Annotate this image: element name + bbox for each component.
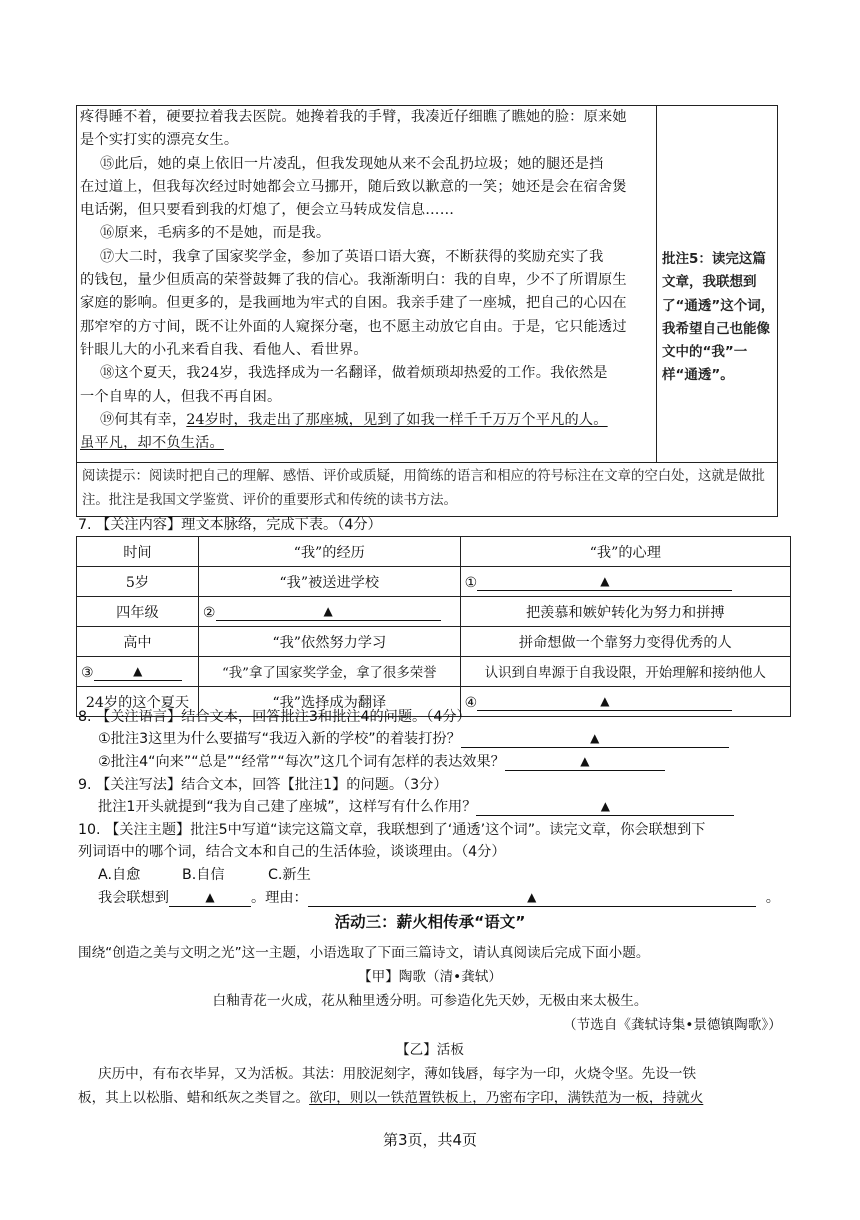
- passage-line: 那窄窄的方寸间，既不让外面的人窥探分毫，也不愿主动放它自由。于是，它只能透过: [80, 318, 627, 335]
- question-text: ①批注3这里为什么要描写“我迈入新的学校”的着装打扮？: [98, 731, 461, 747]
- passage-box: [76, 105, 778, 463]
- passage-line: 家庭的影响。但更多的，是我画地为牢式的自困。我亲手建了一座城，把自己的心囚在: [80, 295, 627, 312]
- triangle-icon: ▲: [580, 754, 590, 768]
- passage-yi-title: 【乙】活板: [396, 1042, 464, 1058]
- annotation-column: [658, 106, 777, 462]
- poem-source: （节选自《龚轼诗集•景德镇陶歌》）: [563, 1017, 782, 1033]
- passage-text: [77, 106, 657, 462]
- question-8-part-1: [98, 728, 729, 748]
- answer-blank[interactable]: [461, 729, 729, 748]
- table-cell: 拼命想做一个靠努力变得优秀的人: [460, 627, 790, 657]
- triangle-icon: ▲: [600, 574, 610, 588]
- timeline-table: [76, 536, 791, 717]
- question-text: 。理由：: [250, 890, 308, 906]
- table-row: [77, 627, 791, 657]
- passage-line: 在过道上，但我每次经过时她都会立马挪开，随后致以歉意的一笑；她还是会在宿舍煲: [80, 178, 627, 195]
- underlined-sentence: 欲印，则以一铁范置铁板上，乃密布字印，满铁范为一板，持就火: [309, 1090, 704, 1106]
- answer-cell-1[interactable]: [460, 567, 790, 597]
- reason-blank[interactable]: [308, 888, 756, 907]
- passage-line: 电话粥，但只要看到我的灯熄了，便会立马转成发信息……: [80, 202, 455, 219]
- question-9: 9. 【关注写法】结合文本，回答【批注1】的问题。（3分）: [78, 777, 448, 793]
- passage-line: 是个实打实的漂亮女生。: [80, 132, 239, 149]
- activity-3-title: 活动三：薪火相传承“语文”: [334, 913, 526, 931]
- question-10-cont: 列词语中的哪个词，结合文本和自己的生活体验，谈谈理由。（4分）: [78, 844, 506, 860]
- answer-blank[interactable]: [476, 797, 734, 816]
- paragraph-18: ⑱这个夏天，我24岁，我选择成为一名翻译，做着烦琐却热爱的工作。我依然是: [100, 365, 608, 382]
- paragraph-15: ⑮此后，她的桌上依旧一片凌乱，但我发现她从来不会乱扔垃圾；她的腿还是挡: [100, 155, 604, 172]
- passage-text-span: 板，其上以松脂、蜡和纸灰之类冒之。: [78, 1090, 310, 1106]
- question-text: 我会联想到: [98, 890, 169, 906]
- question-9-part: [98, 796, 734, 816]
- table-cell: 把羡慕和嫉妒转化为努力和拼搏: [460, 597, 790, 627]
- table-header: 时间: [77, 537, 199, 567]
- blank-number: ①: [464, 575, 478, 591]
- triangle-icon: ▲: [323, 604, 333, 618]
- table-cell: “我”被送进学校: [198, 567, 460, 597]
- blank-number: ④: [464, 695, 478, 711]
- question-text: 批注1开头就提到“我为自己建了座城”，这样写有什么作用？: [98, 799, 477, 815]
- table-header: “我”的心理: [460, 537, 790, 567]
- table-header: “我”的经历: [198, 537, 460, 567]
- passage-yi-line: [78, 1086, 703, 1106]
- passage-text-span: ⑲何其有幸，: [100, 411, 187, 428]
- choice-blank[interactable]: [169, 888, 251, 907]
- reading-hint: 阅读提示：阅读时把自己的理解、感悟、评价或质疑，用简练的语言和相应的符号标注在文章的空白处，这就是做批注。批注是我国文学鉴赏、评价的重要形式和传统的读书方法。: [76, 463, 778, 517]
- table-cell: “我”拿了国家奖学金，拿了很多荣誉: [198, 657, 460, 687]
- table-cell: “我”依然努力学习: [198, 627, 460, 657]
- table-cell: 高中: [77, 627, 199, 657]
- option-a[interactable]: A.自愈: [98, 867, 141, 883]
- question-10: 10. 【关注主题】批注5中写道“读完这篇文章，我联想到了‘通透’这个词”。读完文章，你会联想到下: [78, 822, 706, 838]
- underlined-sentence-end: 虽平凡，却不负生活。: [80, 435, 224, 452]
- paragraph-16: ⑯原来，毛病多的不是她，而是我。: [100, 225, 331, 242]
- table-cell: “我”选择成为翻译: [198, 687, 460, 717]
- passage-line: 一个自卑的人，但我不再自困。: [80, 388, 282, 405]
- triangle-icon: ▲: [600, 799, 611, 813]
- triangle-icon: ▲: [600, 694, 610, 708]
- page-footer: 第3页，共4页: [382, 1131, 478, 1149]
- question-8-part-2: [98, 751, 665, 771]
- triangle-icon: ▲: [205, 890, 215, 904]
- table-cell: 5岁: [77, 567, 199, 597]
- question-8: 8. 【关注语言】结合文本，回答批注3和批注4的问题。（4分）: [78, 709, 471, 725]
- answer-blank[interactable]: [505, 752, 665, 771]
- answer-blank[interactable]: [477, 572, 732, 591]
- poem-body: 白釉青花一火成，花从釉里透分明。可参造化先天妙，无极由来太极生。: [212, 993, 648, 1009]
- triangle-icon: ▲: [133, 664, 143, 678]
- triangle-icon: ▲: [590, 731, 600, 745]
- table-row: [77, 657, 791, 687]
- period: 。: [765, 890, 780, 906]
- table-row: [77, 597, 791, 627]
- poem-title: 【甲】陶歌（清•龚轼）: [358, 969, 502, 985]
- triangle-icon: ▲: [527, 890, 537, 904]
- table-header-row: [77, 537, 791, 567]
- annotation-5: 批注5：读完这篇文章，我联想到了“通透”这个词，我希望自己也能像文中的“我”一样“通透”。: [662, 251, 775, 384]
- passage-line: 针眼儿大的小孔来看自我、看他人、看世界。: [80, 341, 368, 358]
- paragraph-17: ⑰大二时，我拿了国家奖学金，参加了英语口语大赛，不断获得的奖励充实了我: [100, 248, 604, 265]
- option-c[interactable]: C.新生: [268, 867, 311, 883]
- blank-number: ②: [202, 605, 216, 621]
- table-cell: 四年级: [77, 597, 199, 627]
- question-7: 7. 【关注内容】理文本脉络，完成下表。（4分）: [78, 517, 382, 533]
- option-b[interactable]: B.自信: [182, 867, 225, 883]
- answer-cell-4[interactable]: [460, 687, 790, 717]
- answer-cell-2[interactable]: [198, 597, 460, 627]
- passage-line: 的钱包，量少但质高的荣誉鼓舞了我的信心。我渐渐明白：我的自卑，少不了所谓原生: [80, 272, 627, 289]
- answer-blank[interactable]: [94, 662, 182, 681]
- table-cell: 认识到自卑源于自我设限，开始理解和接纳他人: [460, 657, 790, 687]
- blank-number: ③: [81, 665, 94, 681]
- question-text: ②批注4“向来”“总是”“经常”“每次”这几个词有怎样的表达效果？: [98, 754, 505, 770]
- answer-blank[interactable]: [216, 602, 441, 621]
- passage-line: 疼得睡不着，硬要拉着我去医院。她搀着我的手臂，我凑近仔细瞧了瞧她的脸：原来她: [80, 109, 627, 125]
- table-row: [77, 567, 791, 597]
- activity-intro: 围绕“创造之美与文明之光”这一主题，小语选取了下面三篇诗文，请认真阅读后完成下面小题。: [78, 945, 650, 961]
- underlined-sentence: 24岁时，我走出了那座城，见到了如我一样千千万万个平凡的人。: [186, 411, 608, 428]
- passage-yi-line: 庆历中，有布衣毕昇，又为活板。其法：用胶泥刻字，薄如钱唇，每字为一印，火烧令坚。先设一铁: [98, 1066, 697, 1082]
- answer-blank[interactable]: [477, 692, 732, 711]
- answer-cell-3[interactable]: [77, 657, 199, 687]
- question-10-answer: [98, 887, 780, 907]
- paragraph-19: [80, 409, 653, 432]
- table-cell: 24岁的这个夏天: [77, 687, 199, 717]
